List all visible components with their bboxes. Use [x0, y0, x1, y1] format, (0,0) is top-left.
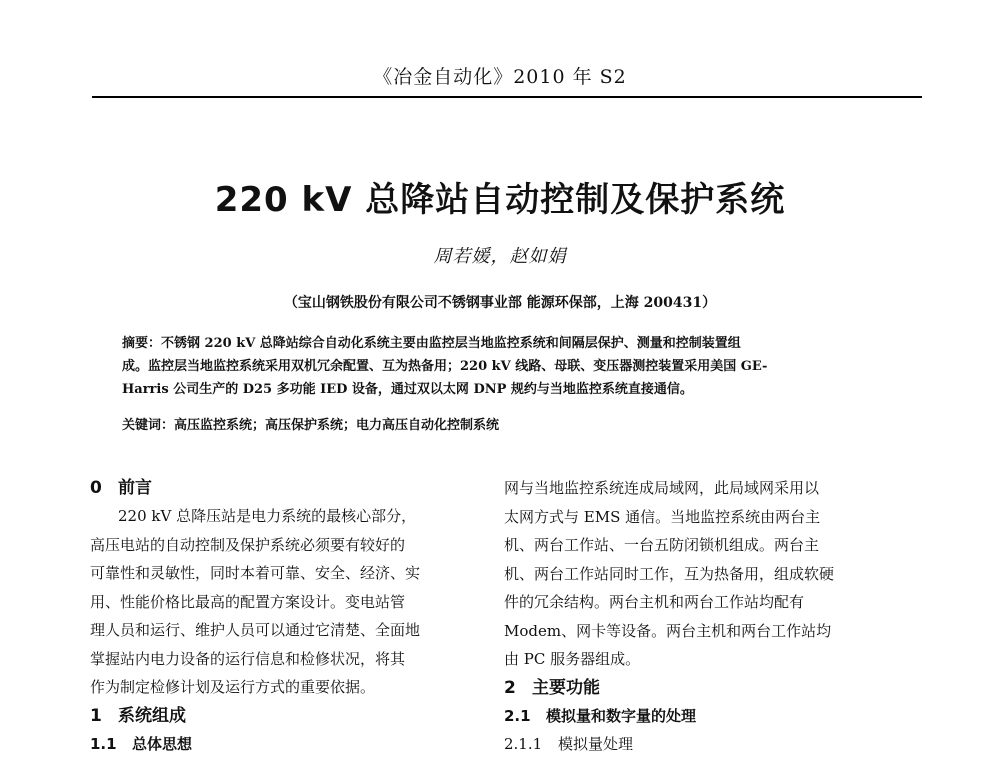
- keywords: 关键词：高压监控系统；高压保护系统；电力高压自动化控制系统: [122, 418, 500, 433]
- abstract-line: Harris 公司生产的 D25 多功能 IED 设备，通过双以太网 DNP 规约与当地监控系统直接通信。: [122, 382, 693, 397]
- section-heading-2-1: [504, 702, 898, 730]
- section-number: 2.1.1: [504, 734, 543, 753]
- paragraph-line: 用、性能价格比最高的配置方案设计。变电站管: [90, 592, 406, 611]
- section-title: 前言: [118, 478, 152, 498]
- left-column: [90, 474, 484, 758]
- affiliation: （宝山钢铁股份有限公司不锈钢事业部 能源环保部，上海 200431）: [283, 295, 717, 311]
- journal-header: 《冶金自动化》2010 年 S2: [373, 66, 627, 88]
- section-number: 0: [90, 478, 102, 498]
- section-number: 1: [90, 705, 102, 726]
- paragraph-line: 作为制定检修计划及运行方式的重要依据。: [90, 678, 376, 696]
- section-number: 1.1: [90, 734, 117, 753]
- section-number: 2.1: [504, 706, 531, 725]
- paragraph-line: 机、两台工作站同时工作，互为热备用，组成软硬: [504, 564, 835, 583]
- section-title: 系统组成: [118, 705, 186, 726]
- section-heading-2-1-1: [504, 730, 898, 758]
- paragraph-line: 理人员和运行、维护人员可以通过它清楚、全面地: [90, 621, 421, 639]
- abstract-line: 成。监控层当地监控系统采用双机冗余配置、互为热备用；220 kV 线路、母联、变压器测控装置采用美国 GE-: [122, 359, 768, 374]
- section-number: 2: [504, 677, 516, 698]
- paragraph-line: 掌握站内电力设备的运行信息和检修状况，将其: [90, 649, 406, 668]
- abstract-line: 摘要：不锈钢 220 kV 总降站综合自动化系统主要由监控层当地监控系统和间隔层保护、测量和控制装置组: [122, 336, 741, 351]
- paragraph-line: 220 kV 总降压站是电力系统的最核心部分，: [118, 507, 417, 525]
- paragraph-line: 可靠性和灵敏性，同时本着可靠、安全、经济、实: [90, 564, 421, 582]
- section-title: 总体思想: [132, 734, 193, 753]
- section-heading-1: [90, 702, 484, 730]
- paragraph-line: 太网方式与 EMS 通信。当地监控系统由两台主: [504, 507, 821, 526]
- authors: 周若媛，赵如娟: [433, 246, 567, 267]
- section-title: 模拟量和数字量的处理: [546, 706, 697, 725]
- paragraph-line: 由 PC 服务器组成。: [504, 650, 641, 668]
- section-title: 主要功能: [532, 677, 600, 698]
- paragraph-line: 高压电站的自动控制及保护系统必须要有较好的: [90, 535, 406, 554]
- header-rule: [92, 96, 922, 98]
- section-heading-0: [90, 474, 484, 502]
- section-title: 模拟量处理: [558, 734, 634, 753]
- paper-title: 220 kV 总降站自动控制及保护系统: [214, 180, 786, 220]
- paragraph-line: 机、两台工作站、一台五防闭锁机组成。两台主: [504, 536, 820, 554]
- paragraph-line: 件的冗余结构。两台主机和两台工作站均配有: [504, 593, 805, 611]
- paragraph-line: 网与当地监控系统连成局域网，此局域网采用以: [504, 479, 820, 497]
- abstract: [122, 332, 882, 401]
- section-heading-2: [504, 674, 898, 702]
- section-heading-1-1: [90, 730, 484, 758]
- paragraph-line: Modem、网卡等设备。两台主机和两台工作站均: [504, 621, 832, 640]
- right-column: [504, 474, 898, 758]
